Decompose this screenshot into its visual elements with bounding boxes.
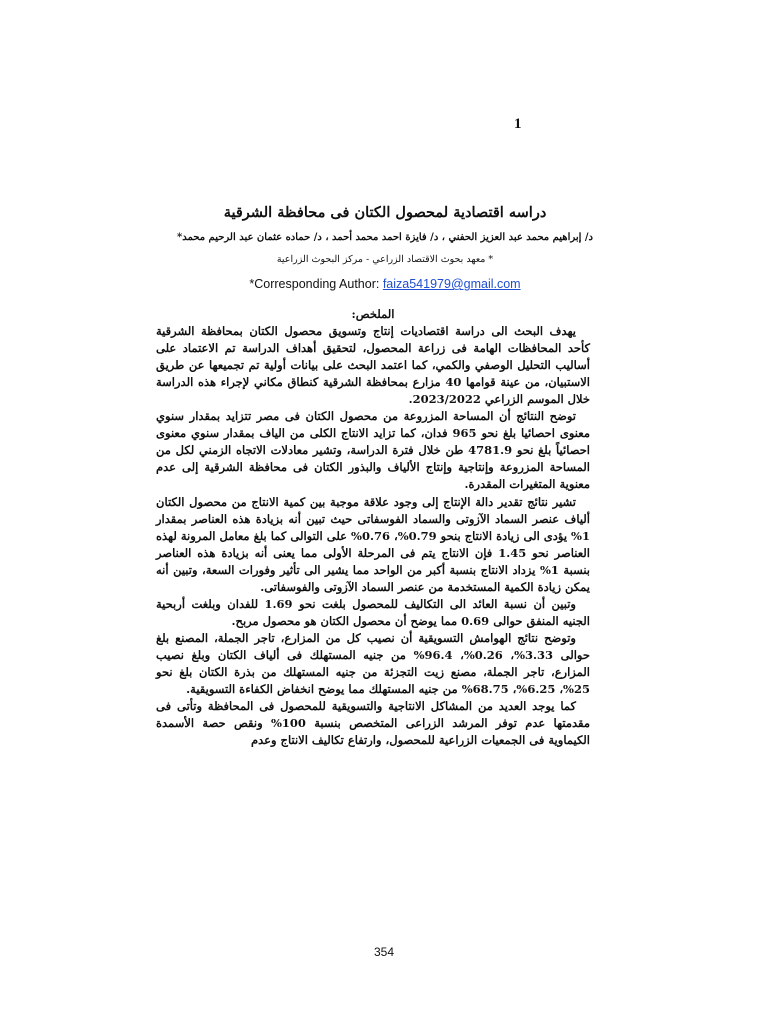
abstract-paragraph-2: توضح النتائج أن المساحة المزروعة من محصول الكتان فى مصر تتزايد بمقدار سنوي معنوى احصائيا بلغ نحو 965 فدان، كما تزايد الانتاج الكلى من الياف بمقدار سنوي معنوى احصائياً بلغ نحو 4781.9 طن خلال فترة الدراسة، وتشير معادلات الاتجاه الزمني لكل من المساحة المزروعة وإنتاجية وإنتاج الألياف والبذور الكتان فى محافظة الشرقية إلى عدم معنوية المتغيرات المقدرة. xyxy=(156,409,590,492)
abstract-heading: الملخص: xyxy=(351,307,395,321)
paper-title: دراسه اقتصادية لمحصول الكتان فى محافظة الشرقية xyxy=(223,204,547,221)
abstract-paragraph-4: وتبين أن نسبة العائد الى التكاليف للمحصول بلغت نحو 1.69 للفدان وبلغت أربحية الجنيه المنفق حوالى 0.69 مما يوضح أن محصول الكتان هو محصول مربح. xyxy=(156,596,590,628)
affiliation-line: * معهد بحوث الاقتصاد الزراعي - مركز البحوث الزراعية xyxy=(276,254,494,265)
top-page-number: 1 xyxy=(514,116,522,132)
abstract-paragraph-3: تشير نتائج تقدير دالة الإنتاج إلى وجود علاقة موجبة بين كمية الانتاج من محصول الكتان ألياف عنصر السماد الآزوتى والسماد الفوسفاتى حيث تبين أنه بزيادة هذه العناصر بمقدار 1% يؤدى الى زيادة الانتاج بنحو 0.79%، 0.76% على التوالى كما بلغ معامل المرونة لهذه العناصر نحو 1.45 فإن الانتاج يتم فى المرحلة الأولى مما يعنى أنه بزيادة هذه العناصر بنسبة 1% يزداد الانتاج بنسبة أكبر من الواحد مما يشير الى تأثير وفورات السعة، وتبين أنه يمكن زيادة الكمية المستخدمة من عنصر السماد الآزوتى والفوسفاتى. xyxy=(156,494,590,594)
abstract-section xyxy=(156,306,590,749)
abstract-paragraph-1: يهدف البحث الى دراسة اقتصاديات إنتاج وتسويق محصول الكتان بمحافظة الشرقية كأحد المحافظات الهامة فى زراعة المحصول، لتحقيق أهداف الدراسة تم الاعتماد على أساليب التحليل الوصفي والكمي، كما اعتمد البحث على بيانات أولية تم تجميعها عن طريق الاستبيان، من عينة قوامها 40 مزارع بمحافظة الشرقية كنطاق مكاني لإجراء هذه الدراسة خلال الموسم الزراعي 2023/2022. xyxy=(156,324,590,407)
corresponding-label: *Corresponding Author: xyxy=(249,277,380,291)
corresponding-email-link[interactable]: faiza541979@gmail.com xyxy=(382,277,521,291)
bottom-page-number: 354 xyxy=(373,945,395,959)
abstract-paragraph-6: كما يوجد العديد من المشاكل الانتاجية والتسويقية للمحصول فى المحافظة وتأتى فى مقدمتها عدم توفر المرشد الزراعى المتخصص بنسبة 100% ونقص حصة الأسمدة الكيماوية فى الجمعيات الزراعية للمحصول، وارتفاع تكاليف الانتاج وعدم xyxy=(156,699,590,748)
corresponding-author xyxy=(180,277,590,291)
abstract-paragraph-5: وتوضح نتائج الهوامش التسويقية أن نصيب كل من المزارع، تاجر الجملة، المصنع بلغ حوالى 3.33%، 0.26%، 96.4% من جنيه المستهلك فى ألياف الكتان وبلغ نصيب المزارع، تاجر الجملة، مصنع زيت التجزئة من جنيه المستهلك من بذرة الكتان بلغ نحو 25%، 6.25%، 68.75% من جنيه المستهلك مما يوضح انخفاض الكفاءة التسويقية. xyxy=(156,630,590,697)
authors-line: د/ إبراهيم محمد عبد العزيز الحفني ، د/ فايزة احمد محمد أحمد ، د/ حماده عثمان عبد الرحيم محمد* xyxy=(176,232,594,243)
